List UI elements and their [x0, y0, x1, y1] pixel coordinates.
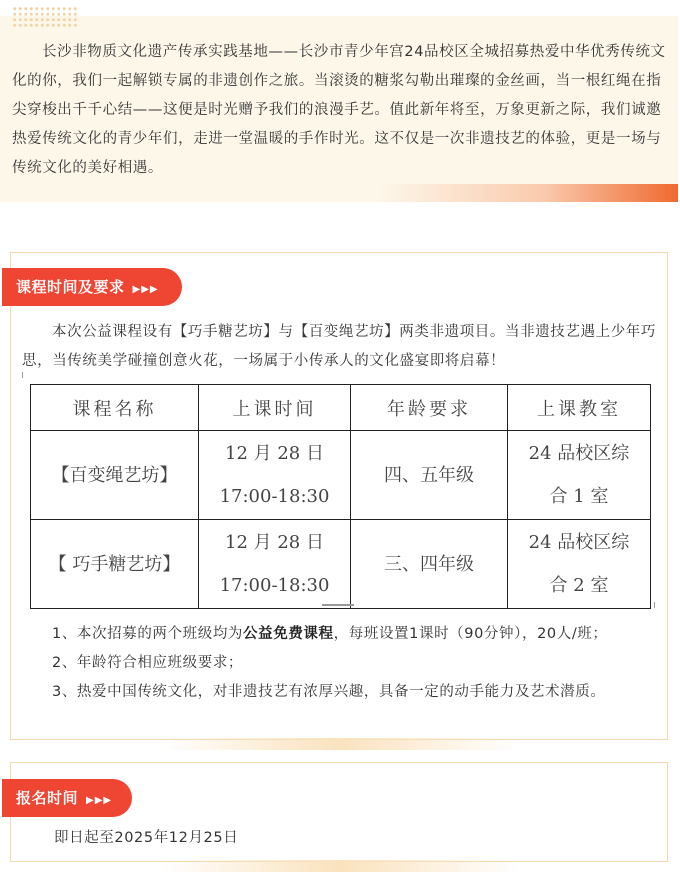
- decorative-fade-bar: [160, 738, 520, 750]
- room-line: 合 2 室: [549, 575, 609, 596]
- table-header: 年龄要求: [351, 385, 508, 431]
- decorative-dots: [12, 6, 78, 28]
- registration-deadline: 即日起至2025年12月25日: [54, 830, 239, 846]
- image-corner-mark: [22, 372, 23, 378]
- course-time: [199, 431, 351, 520]
- section-title-registration: [2, 779, 132, 817]
- course-hours: 17:00-18:30: [219, 486, 330, 507]
- table-header: 上课教室: [508, 385, 651, 431]
- room-line: 24 品校区综: [528, 532, 630, 553]
- course-age: 三、四年级: [351, 520, 508, 609]
- table-row: [31, 520, 651, 609]
- arrows-icon: ▶▶▶: [132, 284, 159, 295]
- course-room: [508, 431, 651, 520]
- decorative-fade-bar: [160, 860, 520, 872]
- course-intro-text: 本次公益课程设有【巧手糖艺坊】与【百变绳艺坊】两类非遗项目。当非遗技艺遇上少年巧思，当传统美学碰撞创意火花，一场属于小传承人的文化盛宴即将启幕！: [22, 324, 656, 369]
- intro-text: 长沙非物质文化遗产传承实践基地——长沙市青少年宫24品校区全城招募热爱中华优秀传统文化的你，我们一起解锁专属的非遗创作之旅。当滚烫的糖浆勾勒出璀璨的金丝画，当一根红绳在指尖穿梭出千千心结——这便是时光赠予我们的浪漫手艺。值此新年将至，万象更新之际，我们诚邀热爱传统文化的青少年们，走进一堂温暖的手作时光。这不仅是一次非遗技艺的体验，更是一场与传统文化的美好相遇。: [12, 44, 666, 176]
- rule-text: 1、本次招募的两个班级均为: [52, 626, 244, 642]
- requirements-list: [22, 620, 662, 707]
- table-header: 上课时间: [199, 385, 351, 431]
- list-item: 2、年龄符合相应班级要求；: [52, 655, 244, 671]
- list-item: 3、热爱中国传统文化，对非遗技艺有浓厚兴趣，具备一定的动手能力及艺术潜质。: [52, 684, 606, 700]
- course-room: [508, 520, 651, 609]
- rule-text: ，每班设置1课时（90分钟），20人/班；: [333, 626, 608, 642]
- table-row: [31, 431, 651, 520]
- course-date: 12 月 28 日: [225, 532, 324, 553]
- section-title-label: 报名时间: [16, 789, 79, 807]
- table-header: 课程名称: [31, 385, 199, 431]
- arrows-icon: ▶▶▶: [86, 795, 113, 806]
- image-scroll-indicator: [322, 604, 354, 606]
- course-table: [30, 384, 651, 609]
- course-hours: 17:00-18:30: [219, 575, 330, 596]
- intro-accent-bar: [378, 184, 678, 202]
- course-time: [199, 520, 351, 609]
- image-corner-mark: [654, 602, 655, 608]
- section-title-course: [2, 268, 182, 306]
- course-age: 四、五年级: [351, 431, 508, 520]
- list-item: [22, 620, 662, 649]
- room-line: 24 品校区综: [528, 443, 630, 464]
- course-name: 【 巧手糖艺坊】: [31, 520, 199, 609]
- room-line: 合 1 室: [549, 486, 609, 507]
- table-header-row: [31, 385, 651, 431]
- course-name: 【百变绳艺坊】: [31, 431, 199, 520]
- section-title-label: 课程时间及要求: [16, 278, 125, 296]
- rule-highlight: 公益免费课程: [243, 626, 334, 642]
- course-date: 12 月 28 日: [225, 443, 324, 464]
